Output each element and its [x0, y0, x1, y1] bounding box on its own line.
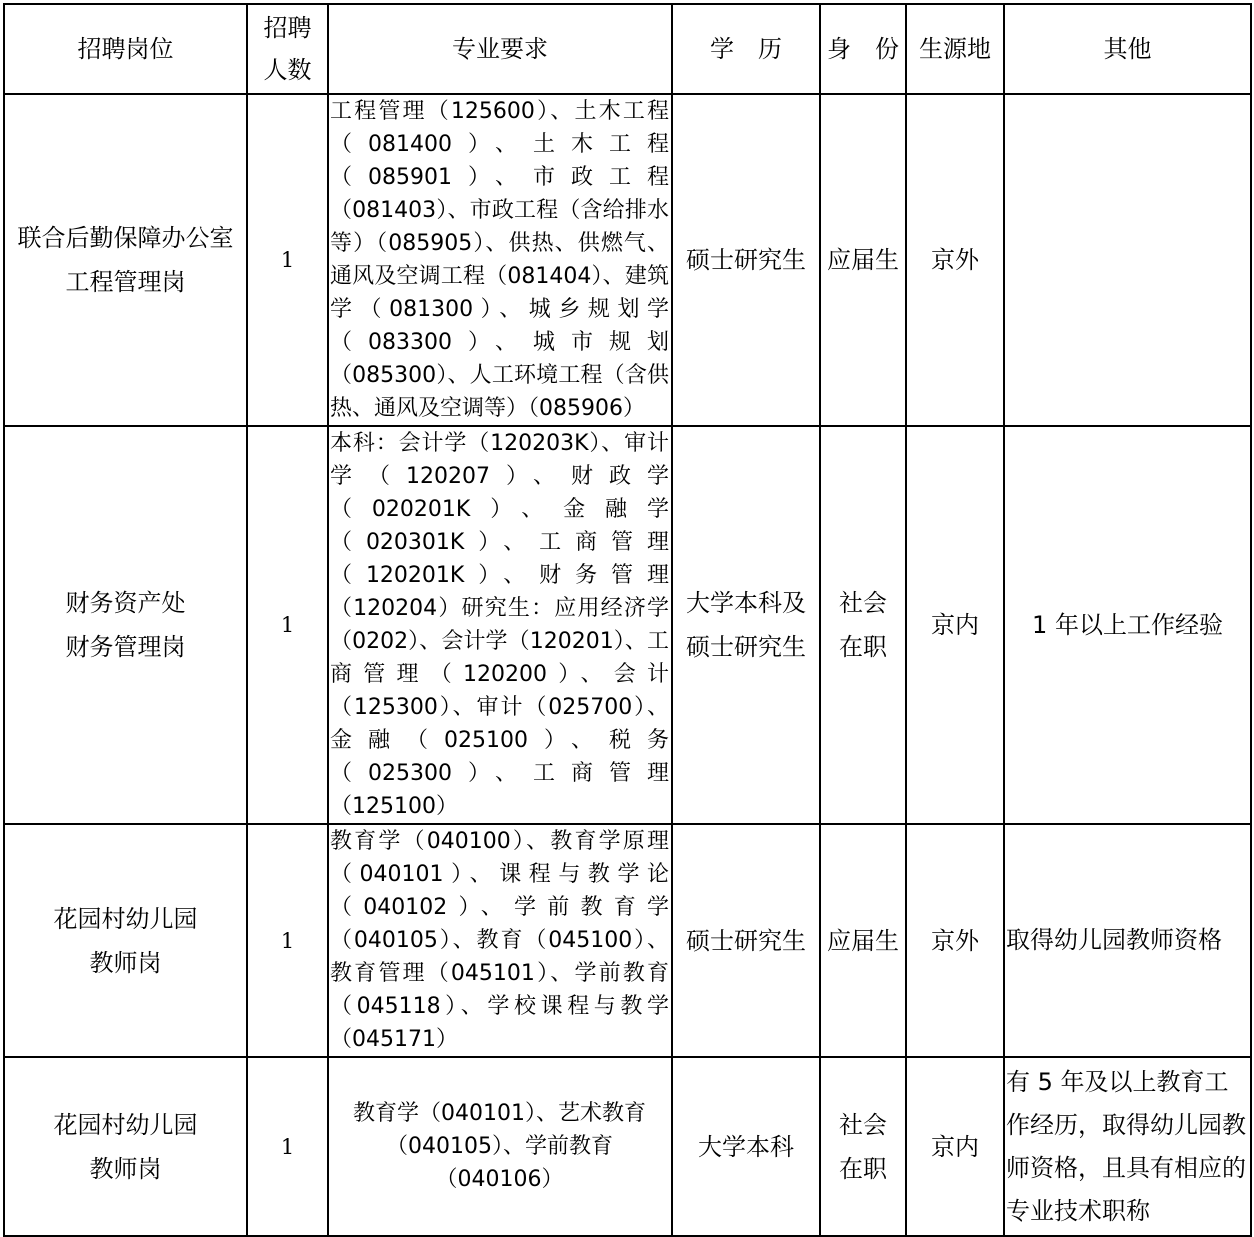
position-line2: 财务管理岗	[65, 633, 186, 661]
identity-cell	[820, 824, 906, 1057]
identity-cell	[820, 426, 906, 824]
identity-line1: 应届生	[827, 246, 899, 274]
identity-line2: 在职	[839, 633, 887, 661]
education-cell	[672, 1057, 820, 1236]
education-cell	[672, 824, 820, 1057]
position-line2: 教师岗	[89, 948, 162, 977]
education-cell	[672, 426, 820, 824]
other-cell: 取得幼儿园教师资格	[1004, 824, 1251, 1057]
other-cell: 有 5 年及以上教育工作经历，取得幼儿园教师资格，且具有相应的专业技术职称	[1004, 1057, 1251, 1236]
header-position: 招聘岗位	[4, 4, 247, 94]
position-cell	[4, 1057, 247, 1236]
major-cell: 本科：会计学（120203K）、审计学（120207）、财政学（020201K）、金融学（020301K）、工商管理（120201K）、财务管理（120204）研究生：应用经济学（0202）、会计学（120201）、工商管理（120200）、会计（125300）、审计（025700）、金融（025100）、税务（025300）、工商管理（125100）	[328, 426, 672, 824]
origin-cell: 京内	[906, 426, 1004, 824]
table-row	[4, 426, 1251, 824]
identity-line2: 在职	[839, 1154, 887, 1183]
position-line1: 花园村幼儿园	[53, 1110, 198, 1139]
table-row	[4, 824, 1251, 1057]
other-cell: 1 年以上工作经验	[1004, 426, 1251, 824]
major-cell: 教育学（040100）、教育学原理（040101）、课程与教学论（040102）、学前教育学（040105）、教育（045100）、教育管理（045101）、学前教育（045118）、学校课程与教学（045171）	[328, 824, 672, 1057]
header-count	[247, 4, 328, 94]
origin-cell: 京外	[906, 824, 1004, 1057]
education-line1: 大学本科	[698, 1132, 794, 1161]
position-line1: 财务资产处	[65, 589, 186, 617]
header-major: 专业要求	[328, 4, 672, 94]
identity-line1: 社会	[839, 1110, 887, 1139]
major-cell: 工程管理（125600）、土木工程（081400）、土木工程（085901）、市政工程（081403）、市政工程（含给排水等）（085905）、供热、供燃气、通风及空调工程（081404）、建筑学（081300）、城乡规划学（083300）、城市规划（085300）、人工环境工程（含供热、通风及空调等）（085906）	[328, 94, 672, 426]
count-cell: 1	[247, 426, 328, 824]
identity-line1: 应届生	[827, 926, 899, 955]
education-line1: 硕士研究生	[686, 926, 806, 955]
count-cell: 1	[247, 824, 328, 1057]
identity-cell	[820, 1057, 906, 1236]
position-cell	[4, 426, 247, 824]
position-line1: 联合后勤保障办公室	[17, 224, 234, 252]
table-row	[4, 1057, 1251, 1236]
major-cell: 教育学（040101）、艺术教育（040105）、学前教育（040106）	[328, 1057, 672, 1236]
identity-cell	[820, 94, 906, 426]
other-cell	[1004, 94, 1251, 426]
count-cell: 1	[247, 94, 328, 426]
header-row	[4, 4, 1251, 94]
position-cell	[4, 824, 247, 1057]
origin-cell: 京内	[906, 1057, 1004, 1236]
table-row	[4, 94, 1251, 426]
education-line2: 硕士研究生	[686, 633, 806, 661]
header-count-line1: 招聘	[263, 14, 312, 42]
header-origin: 生源地	[906, 4, 1004, 94]
header-education: 学 历	[672, 4, 820, 94]
position-line1: 花园村幼儿园	[53, 904, 198, 933]
header-identity: 身 份	[820, 4, 906, 94]
position-cell	[4, 94, 247, 426]
position-line2: 工程管理岗	[65, 268, 186, 296]
header-other: 其他	[1004, 4, 1251, 94]
header-count-line2: 人数	[263, 56, 312, 84]
origin-cell: 京外	[906, 94, 1004, 426]
recruitment-table	[3, 3, 1252, 1237]
count-cell: 1	[247, 1057, 328, 1236]
position-line2: 教师岗	[89, 1154, 162, 1183]
identity-line1: 社会	[839, 589, 887, 617]
education-line1: 硕士研究生	[686, 246, 806, 274]
education-line1: 大学本科及	[686, 589, 806, 617]
education-cell	[672, 94, 820, 426]
